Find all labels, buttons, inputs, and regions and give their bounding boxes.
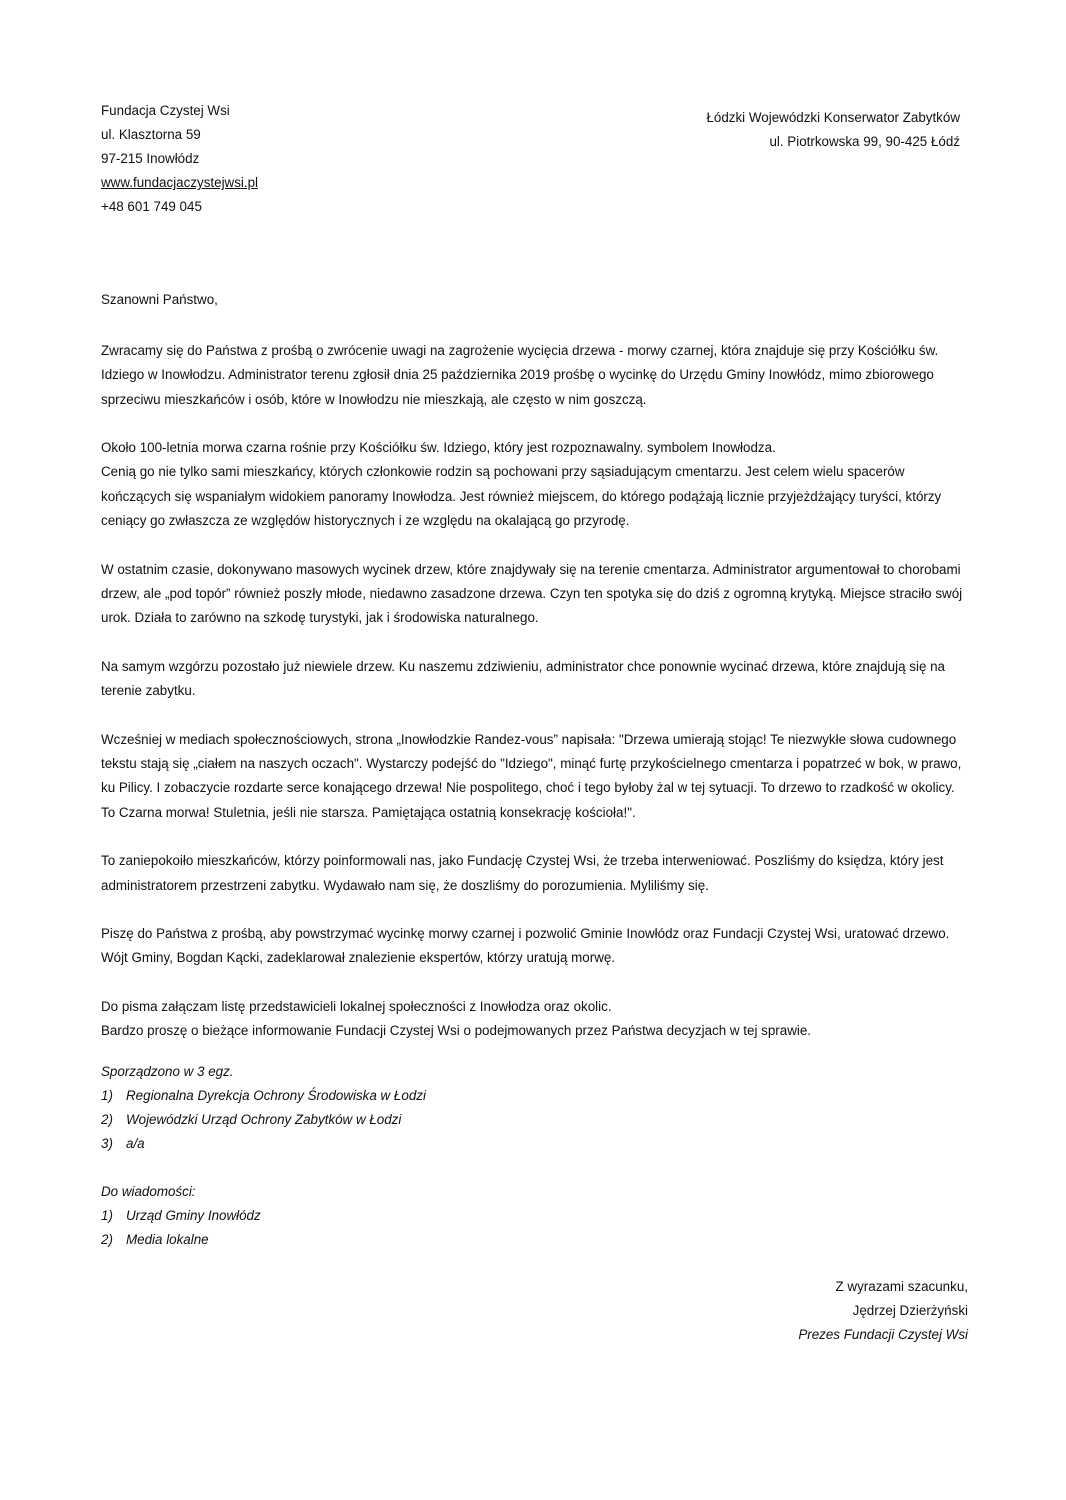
recipient-block — [706, 106, 960, 154]
list-item — [101, 1084, 426, 1108]
list-item — [101, 1228, 261, 1252]
sender-phone: +48 601 749 045 — [101, 199, 202, 214]
list-number: 1) — [101, 1088, 113, 1103]
greeting: Szanowni Państwo, — [101, 292, 218, 307]
recipient-name: Łódzki Wojewódzki Konserwator Zabytków — [706, 110, 960, 125]
list-text: Urząd Gminy Inowłódz — [126, 1208, 261, 1223]
list-text: Regionalna Dyrekcja Ochrony Środowiska w Łodzi — [126, 1088, 426, 1103]
list-text: Wojewódzki Urząd Ochrony Zabytków w Łodzi — [126, 1112, 402, 1127]
paragraph-4: Na samym wzgórzu pozostało już niewiele drzew. Ku naszemu zdziwieniu, administrator chce ponownie wycinać drzewa, które znajdują się na terenie zabytku. — [101, 658, 946, 699]
sender-street: ul. Klasztorna 59 — [101, 127, 201, 142]
list-item — [101, 1204, 261, 1228]
list-text: a/a — [126, 1136, 145, 1151]
sender-block — [101, 99, 258, 219]
notice-block — [101, 1180, 261, 1252]
notice-heading: Do wiadomości: — [101, 1184, 196, 1199]
sender-website-link[interactable]: www.fundacjaczystejwsi.pl — [101, 175, 259, 190]
paragraph-3: W ostatnim czasie, dokonywano masowych wycinek drzew, które znajdywały się na terenie cmentarza. Administrator argumentował to chorobami drzew, ale „pod topór” również poszły młode, niedawno zasadzone drzewa. Czyn ten spotyka się do dziś z ogromną krytyką. Miejsce straciło swój urok. Działa to zarówno na szkodę turystyki, jak i środowiska naturalnego. — [101, 561, 963, 626]
paragraph-8b: Bardzo proszę o bieżące informowanie Fundacji Czystej Wsi o podejmowanych przez Państwa decyzjach w tej sprawie. — [101, 1023, 812, 1039]
paragraph-5: Wcześniej w mediach społecznościowych, strona „Inowłodzkie Randez-vous” napisała: "Drzewa umierają stojąc! Te niezwykłe słowa cudownego tekstu stają się „ciałem na naszych oczach". Wystarczy podejść do "Idziego", minąć furtę przykościelnego cmentarza i popatrzeć w bok, w prawo, ku Pilicy. I zobaczycie rozdarte serce konającego drzewa! Nie pospolitego, choć i tego byłoby żal w tej sytuacji. To drzewo to rzadkość w okolicy. To Czarna morwa! Stuletnia, jeśli nie starsza. Pamiętająca ostatnią konsekrację kościoła!". — [101, 731, 962, 820]
list-item — [101, 1108, 426, 1132]
letter-body — [101, 339, 971, 1044]
paragraph-1: Zwracamy się do Państwa z prośbą o zwrócenie uwagi na zagrożenie wycięcia drzewa - morwy czarnej, która znajduje się przy Kościółku św. Idziego w Inowłodzu. Administrator terenu zgłosił dnia 25 października 2019 prośbę o wycinkę do Urzędu Gminy Inowłódz, mimo zbiorowego sprzeciwu mieszkańców i osób, które w Inowłodzu nie mieszkają, ale często w nim goszczą. — [101, 343, 939, 407]
copies-heading: Sporządzono w 3 egz. — [101, 1064, 234, 1079]
paragraph-7: Piszę do Państwa z prośbą, aby powstrzymać wycinkę morwy czarnej i pozwolić Gminie Inowłódz oraz Fundacji Czystej Wsi, uratować drzewo. Wójt Gminy, Bogdan Kącki, zadeklarował znalezienie ekspertów, którzy uratują morwę. — [101, 926, 950, 966]
sender-city: 97-215 Inowłódz — [101, 151, 200, 166]
list-number: 2) — [101, 1232, 113, 1247]
list-number: 2) — [101, 1112, 113, 1127]
closing-regards: Z wyrazami szacunku, — [835, 1279, 968, 1294]
sender-name: Fundacja Czystej Wsi — [101, 103, 230, 118]
paragraph-2a: Około 100-letnia morwa czarna rośnie przy Kościółku św. Idziego, który jest rozpoznawalny. symbolem Inowłodza. — [101, 440, 776, 456]
list-item — [101, 1132, 426, 1156]
list-number: 3) — [101, 1136, 113, 1151]
paragraph-6: To zaniepokoiło mieszkańców, którzy poinformowali nas, jako Fundację Czystej Wsi, że trzeba interweniować. Poszliśmy do księdza, który jest administratorem przestrzeni zabytku. Wydawało nam się, że doszliśmy do porozumienia. Myliliśmy się. — [101, 853, 944, 893]
paragraph-2b: Cenią go nie tylko sami mieszkańcy, których członkowie rodzin są pochowani przy sąsiadującym cmentarzu. Jest celem wielu spacerów kończących się wspaniałym widokiem panoramy Inowłodza. Jest również miejscem, do którego podążają licznie przyjeżdżający turyści, którzy ceniący go zwłaszcza ze względów historycznych i ze względu na okalającą go przyrodę. — [101, 464, 942, 529]
copies-block — [101, 1060, 426, 1156]
list-text: Media lokalne — [126, 1232, 209, 1247]
paragraph-8a: Do pisma załączam listę przedstawicieli lokalnej społeczności z Inowłodza oraz okolic. — [101, 999, 612, 1015]
recipient-address: ul. Piotrkowska 99, 90-425 Łódź — [769, 134, 960, 149]
signer-title: Prezes Fundacji Czystej Wsi — [798, 1327, 968, 1342]
closing-block — [798, 1275, 968, 1347]
signer-name: Jędrzej Dzierżyński — [852, 1303, 968, 1318]
list-number: 1) — [101, 1208, 113, 1223]
